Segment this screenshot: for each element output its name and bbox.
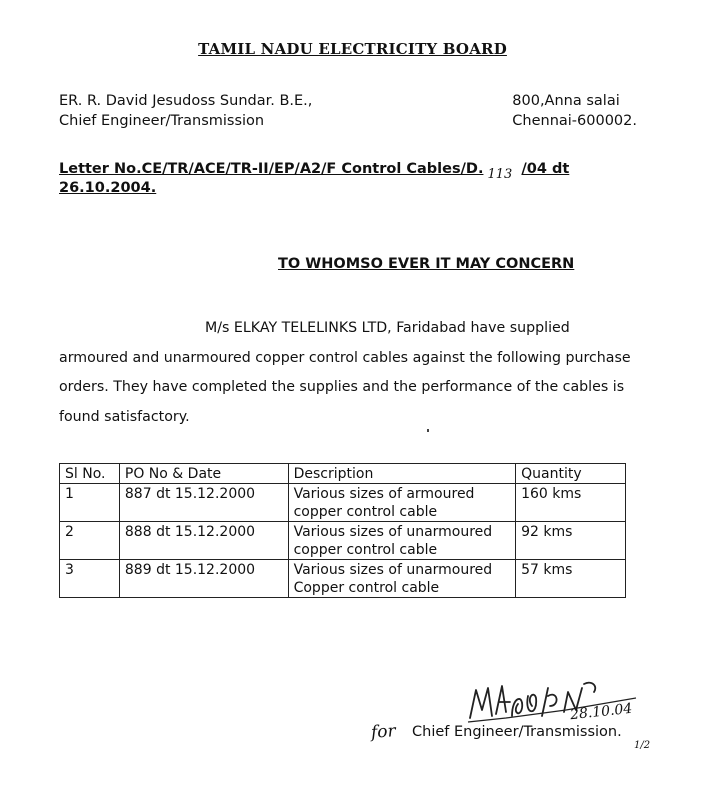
description-line-1: Various sizes of unarmoured	[293, 562, 493, 578]
address-line-2: Chennai-600002.	[512, 113, 637, 129]
header-po-no-date: PO No & Date	[119, 464, 288, 484]
reference-prefix: Letter No.CE/TR/ACE/TR-II/EP/A2/F Control Cables/D.	[59, 161, 484, 177]
body-line-3: orders. They have completed the supplies and the performance of the cables is	[59, 379, 625, 395]
address-line-1: 800,Anna salai	[512, 93, 620, 109]
reference-line	[59, 160, 649, 198]
cell-po: 888 dt 15.12.2000	[119, 522, 288, 560]
for-prefix: for	[370, 721, 397, 743]
reference-handwritten-number: 113	[487, 167, 513, 182]
description-line-2: copper control cable	[293, 542, 438, 558]
cell-po: 889 dt 15.12.2000	[119, 560, 288, 598]
table-row	[60, 560, 626, 598]
table-header-row	[60, 464, 626, 484]
cell-description	[288, 484, 516, 522]
table-row	[60, 484, 626, 522]
description-line-1: Various sizes of unarmoured	[293, 524, 493, 540]
cell-quantity: 92 kms	[516, 522, 626, 560]
body-line-4: found satisfactory.	[59, 408, 190, 425]
address-block	[512, 91, 637, 131]
cell-sl: 2	[60, 522, 120, 560]
description-line-2: Copper control cable	[293, 580, 440, 596]
page-mark: 1/2	[634, 740, 651, 751]
sender-block	[59, 91, 312, 131]
reference-suffix: /04 dt	[521, 161, 570, 177]
purchase-order-table	[59, 463, 626, 598]
description-line-1: Various sizes of armoured	[293, 486, 475, 502]
cell-po: 887 dt 15.12.2000	[119, 484, 288, 522]
sender-name: ER. R. David Jesudoss Sundar. B.E.,	[59, 93, 313, 109]
cell-quantity: 57 kms	[516, 560, 626, 598]
cell-description	[288, 560, 516, 598]
description-line-2: copper control cable	[293, 504, 438, 520]
cell-sl: 3	[60, 560, 120, 598]
cell-quantity: 160 kms	[516, 484, 626, 522]
signatory-title: Chief Engineer/Transmission.	[412, 724, 622, 740]
body-line-1: M/s ELKAY TELELINKS LTD, Faridabad have supplied	[205, 320, 570, 336]
sender-designation: Chief Engineer/Transmission	[59, 113, 265, 129]
cell-description	[288, 522, 516, 560]
body-line-2: armoured and unarmoured copper control cables against the following purchase	[59, 349, 631, 366]
header-description: Description	[288, 464, 516, 484]
organization-heading: TAMIL NADU ELECTRICITY BOARD	[198, 40, 507, 58]
handwritten-date: 28.10.04	[569, 700, 634, 724]
header-quantity: Quantity	[516, 464, 626, 484]
reference-date: 26.10.2004.	[59, 180, 157, 196]
scan-speck	[427, 429, 429, 432]
header-sl-no: Sl No.	[60, 464, 120, 484]
subject-heading: TO WHOMSO EVER IT MAY CONCERN	[278, 256, 575, 272]
table-row	[60, 522, 626, 560]
body-paragraph	[59, 314, 659, 432]
cell-sl: 1	[60, 484, 120, 522]
